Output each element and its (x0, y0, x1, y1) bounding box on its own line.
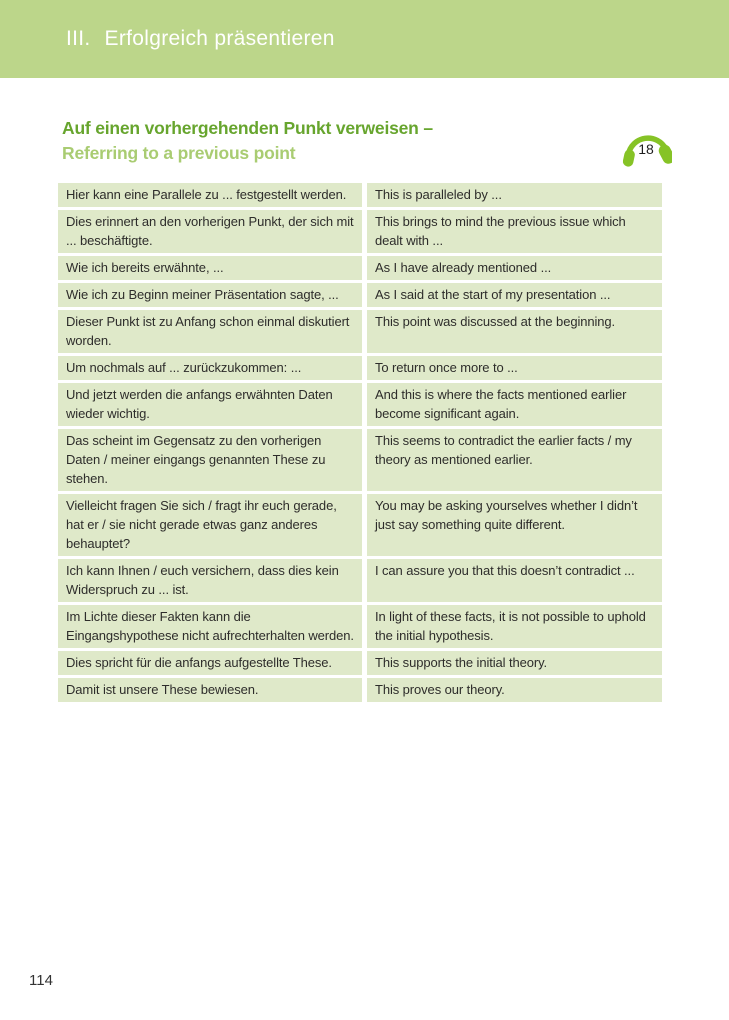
phrase-cell-german: Vielleicht fragen Sie sich / fragt ihr euch gerade, hat er / sie nicht gerade etwas ganz anderes behauptet? (58, 494, 362, 556)
section-heading (62, 116, 622, 166)
phrase-cell-english: You may be asking yourselves whether I didn’t just say something quite different. (367, 494, 662, 556)
phrase-cell-english: This supports the initial theory. (367, 651, 662, 675)
phrase-cell-english: This seems to contradict the earlier facts / my theory as mentioned earlier. (367, 429, 662, 491)
table-row (58, 356, 662, 380)
phrase-cell-german: Im Lichte dieser Fakten kann die Eingangshypothese nicht aufrechterhalten werden. (58, 605, 362, 648)
phrase-cell-english: As I have already mentioned ... (367, 256, 662, 280)
table-row (58, 678, 662, 702)
phrase-cell-german: Ich kann Ihnen / euch versichern, dass dies kein Widerspruch zu ... ist. (58, 559, 362, 602)
phrase-cell-german: Wie ich bereits erwähnte, ... (58, 256, 362, 280)
table-row (58, 651, 662, 675)
page-number: 114 (29, 972, 53, 989)
section-title-german: Auf einen vorhergehenden Punkt verweisen – (62, 118, 433, 138)
table-row (58, 605, 662, 648)
chapter-title (66, 27, 335, 51)
phrase-cell-english: This brings to mind the previous issue which dealt with ... (367, 210, 662, 253)
phrase-cell-german: Damit ist unsere These bewiesen. (58, 678, 362, 702)
table-row (58, 494, 662, 556)
phrase-cell-english: To return once more to ... (367, 356, 662, 380)
phrase-cell-english: And this is where the facts mentioned earlier become significant again. (367, 383, 662, 426)
phrase-cell-english: As I said at the start of my presentation ... (367, 283, 662, 307)
phrase-table (58, 183, 662, 702)
table-row (58, 383, 662, 426)
section-title-english: Referring to a previous point (62, 143, 296, 163)
phrase-cell-german: Dies spricht für die anfangs aufgestellte These. (58, 651, 362, 675)
table-row (58, 559, 662, 602)
table-row (58, 429, 662, 491)
table-row (58, 310, 662, 353)
phrase-cell-german: Und jetzt werden die anfangs erwähnten Daten wieder wichtig. (58, 383, 362, 426)
table-row (58, 256, 662, 280)
audio-track-badge (620, 118, 672, 170)
phrase-cell-english: I can assure you that this doesn’t contradict ... (367, 559, 662, 602)
table-row (58, 210, 662, 253)
phrase-cell-german: Dieser Punkt ist zu Anfang schon einmal diskutiert worden. (58, 310, 362, 353)
phrase-cell-german: Das scheint im Gegensatz zu den vorherigen Daten / meiner eingangs genannten These zu stehen. (58, 429, 362, 491)
chapter-title-text: Erfolgreich präsentieren (104, 27, 335, 50)
phrase-cell-german: Um nochmals auf ... zurückzukommen: ... (58, 356, 362, 380)
chapter-header-band (0, 0, 729, 78)
audio-track-number: 18 (638, 141, 654, 158)
phrase-cell-english: This proves our theory. (367, 678, 662, 702)
chapter-numeral: III. (66, 27, 91, 50)
table-row (58, 283, 662, 307)
phrase-cell-german: Wie ich zu Beginn meiner Präsentation sagte, ... (58, 283, 362, 307)
phrase-cell-german: Dies erinnert an den vorherigen Punkt, der sich mit ... beschäftigte. (58, 210, 362, 253)
phrase-cell-english: This is paralleled by ... (367, 183, 662, 207)
phrase-cell-english: This point was discussed at the beginning. (367, 310, 662, 353)
table-row (58, 183, 662, 207)
phrase-cell-german: Hier kann eine Parallele zu ... festgestellt werden. (58, 183, 362, 207)
phrase-cell-english: In light of these facts, it is not possible to uphold the initial hypothesis. (367, 605, 662, 648)
